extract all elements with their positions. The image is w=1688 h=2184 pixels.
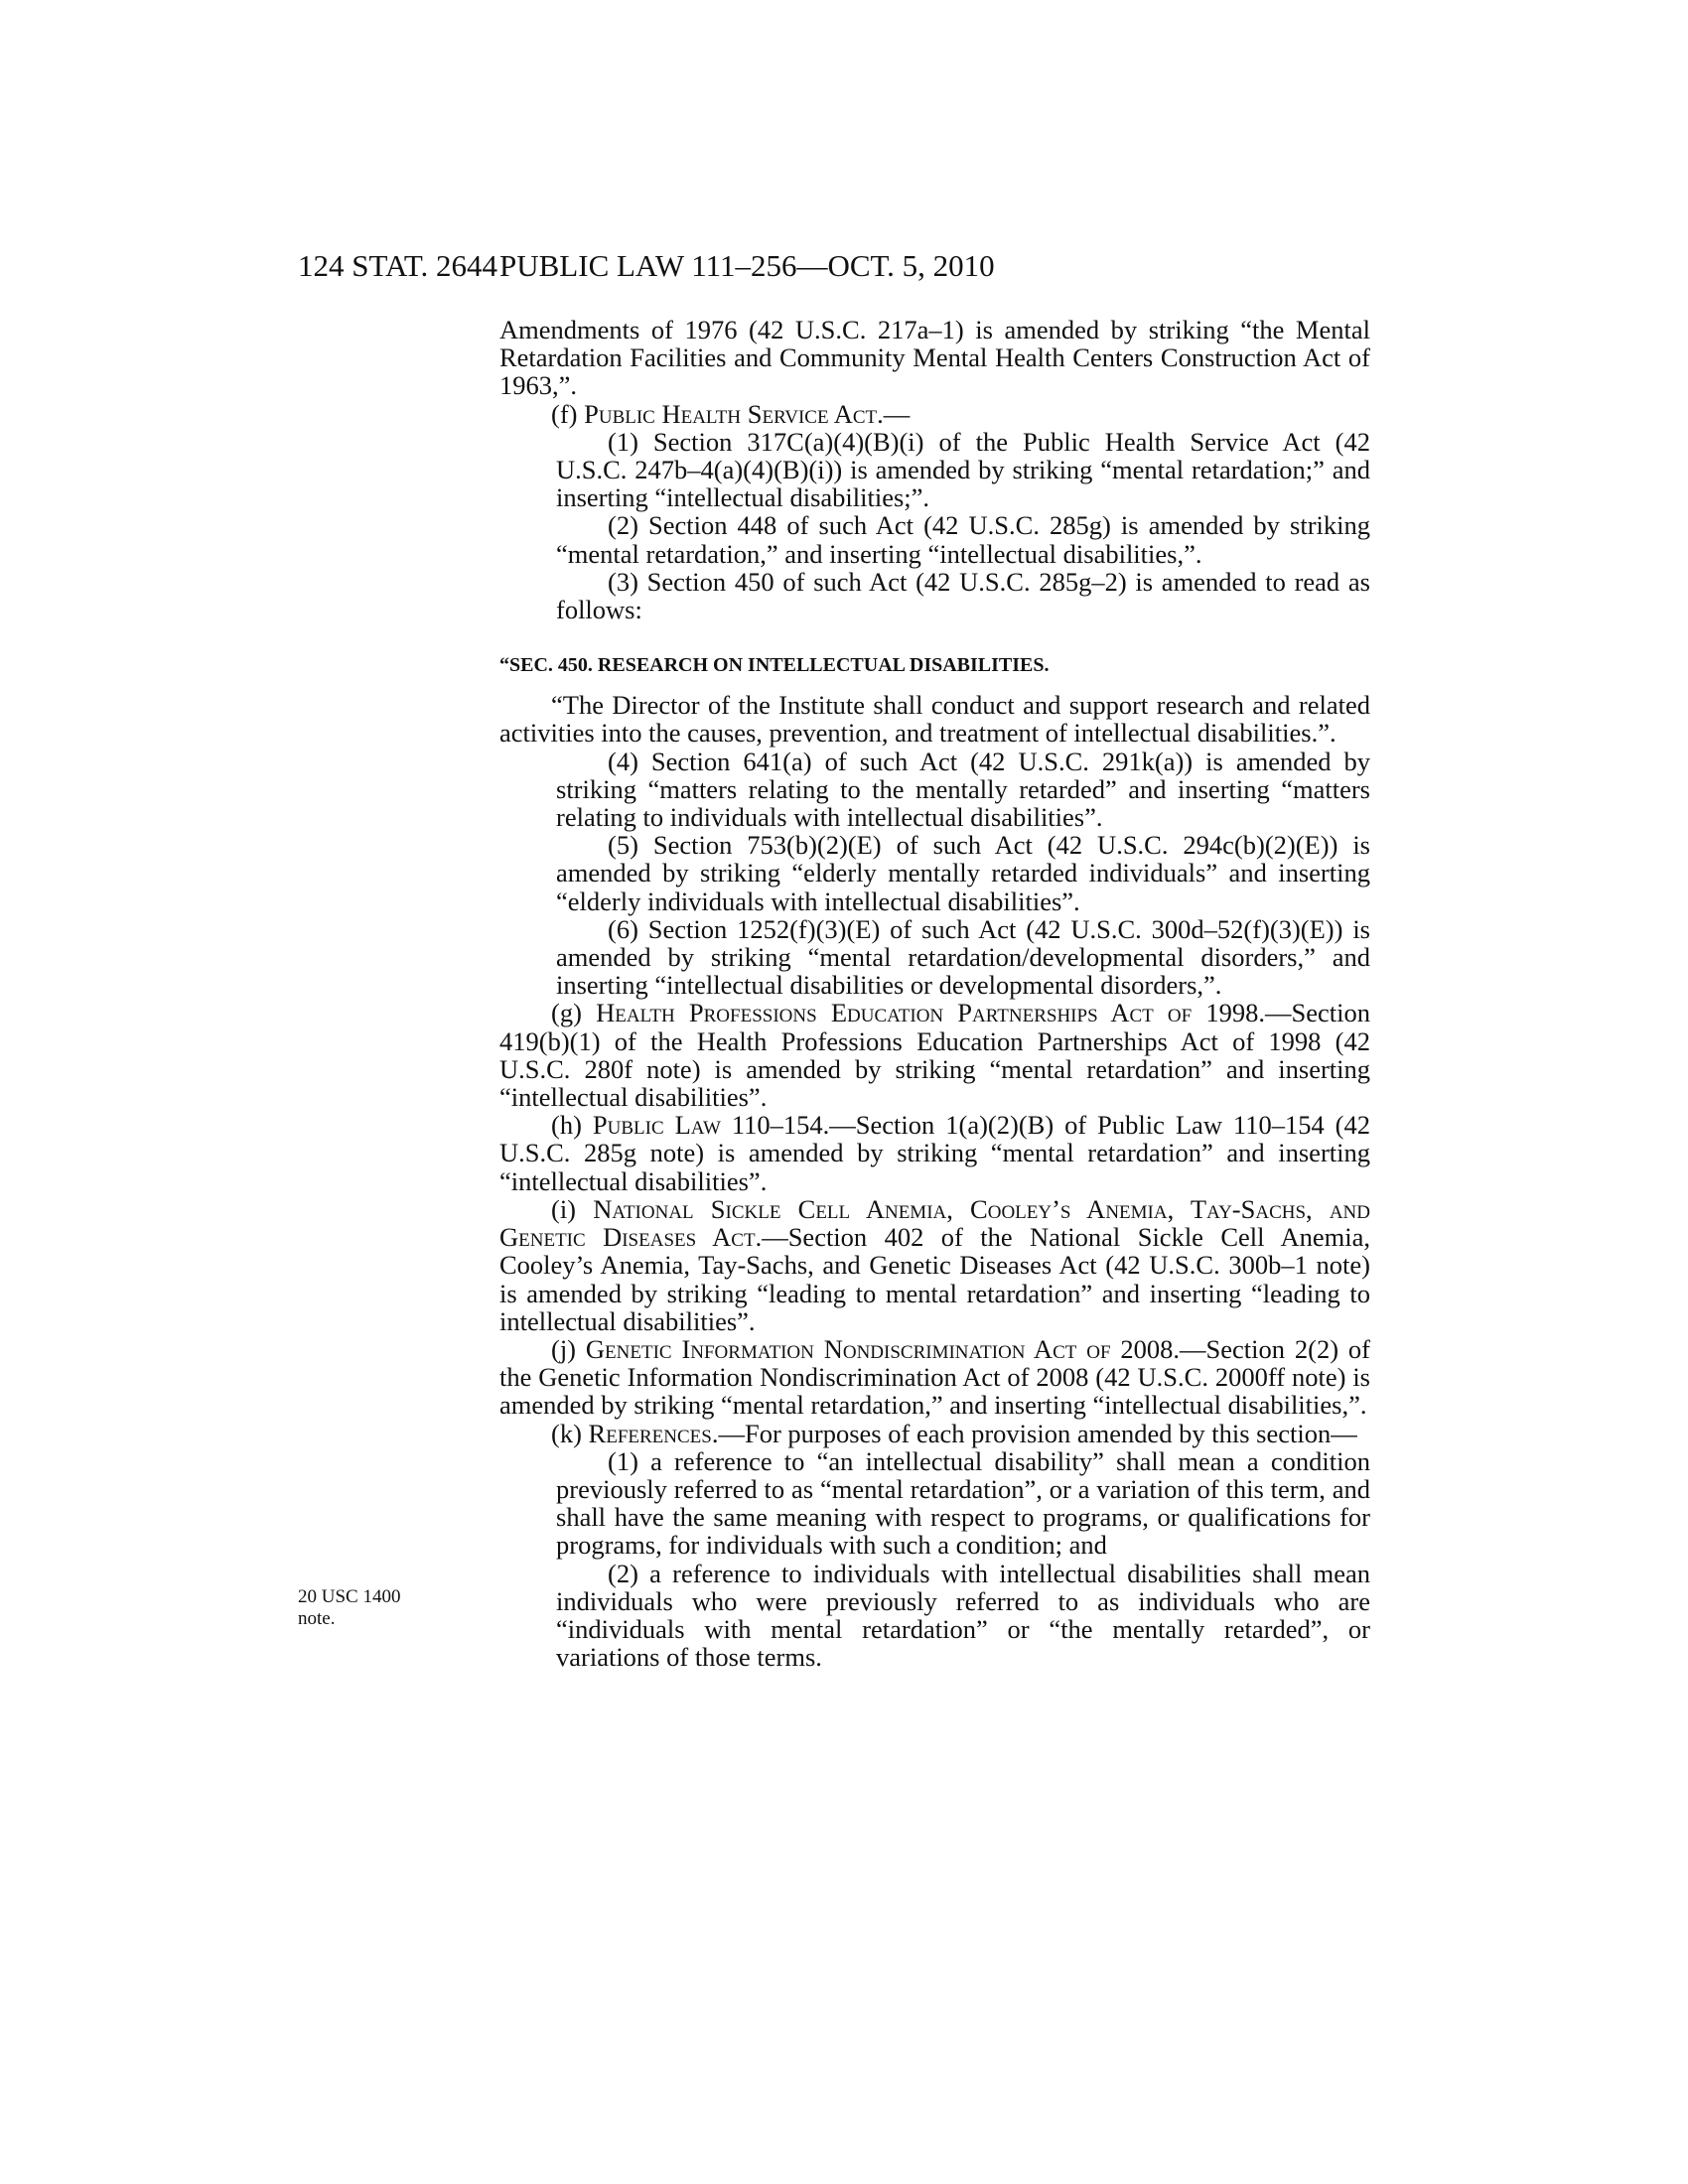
paragraph-f5: (5) Section 753(b)(2)(E) of such Act (42 U.S.C. 294c(b)(2)(E)) is amended by striking “elderly mentally retarded individuals” and inserting “elderly individuals with intellectual disabilities”. (556, 830, 1370, 916)
subsection-i-heading: National Sickle Cell Anemia, Cooley’s Anemia, Tay-Sachs, and Genetic Diseases Act (499, 1193, 1370, 1253)
subsection-i-text: .—Section 402 of the National Sickle Cell Anemia, Cooley’s Anemia, Tay-Sachs, and Genetic Diseases Act (42 U.S.C. 300b–1 note) is amended by striking “leading to mental retardation” and inserting “leading to intellectual disabilities”. (499, 1222, 1370, 1336)
subsection-h-text: .—Section 1(a)(2)(B) of Public Law 110–154 (42 U.S.C. 285g note) is amended by striking “mental retardation” and inserting “intellectual disabilities”. (499, 1110, 1371, 1196)
subsection-g-label: (g) (551, 998, 597, 1028)
section-450-text: “The Director of the Institute shall conduct and support research and related activities into the causes, prevention, and treatment of intellectual disabilities.”. (499, 690, 1370, 749)
subsection-j (499, 1335, 1370, 1420)
subsection-k (499, 1420, 1370, 1447)
subsection-j-text: .—Section 2(2) of the Genetic Information Nondiscrimination Act of 2008 (42 U.S.C. 2000ff note) is amended by striking “mental retardation,” and inserting “intellectual disabilities,”. (499, 1333, 1370, 1421)
subsection-i (499, 1195, 1370, 1335)
document-body (499, 316, 1370, 1671)
subsection-g-text: .—Section 419(b)(1) of the Health Professions Education Partnerships Act of 1998 (42 U.S.C. 280f note) is amended by striking “mental retardation” and inserting “intellectual disabilities”. (499, 998, 1371, 1113)
subsection-h-heading: Public Law 110–154 (592, 1110, 823, 1141)
subsection-j-label: (j) (551, 1333, 586, 1364)
paragraph-f3: (3) Section 450 of such Act (42 U.S.C. 285g–2) is amended to read as follows: (556, 566, 1370, 625)
subsection-k-text: .—For purposes of each provision amended by this section— (711, 1418, 1357, 1448)
paragraph-f1: (1) Section 317C(a)(4)(B)(i) of the Public Health Service Act (42 U.S.C. 247b–4(a)(4)(B)(i)) is amended by striking “mental retardation;” and inserting “intellectual disabilities;”. (556, 426, 1370, 513)
subsection-j-heading: Genetic Information Nondiscrimination Act of 2008 (585, 1333, 1174, 1364)
margin-note (298, 1586, 447, 1630)
paragraph-k1: (1) a reference to “an intellectual disability” shall mean a condition previously referred to as “mental retardation”, or a variation of this term, and shall have the same meaning with respect to programs, or qualifications for programs, for individuals with such a condition; and (556, 1445, 1370, 1561)
public-law-title: PUBLIC LAW 111–256—OCT. 5, 2010 (499, 248, 995, 283)
paragraph-f4: (4) Section 641(a) of such Act (42 U.S.C. 291k(a)) is amended by striking “matters relating to the mentally retarded” and inserting “matters relating to individuals with intellectual disabilities”. (556, 746, 1370, 833)
statute-citation: 124 STAT. 2644 (298, 248, 498, 283)
section-450-heading: “SEC. 450. RESEARCH ON INTELLECTUAL DISABILITIES. (499, 654, 1050, 677)
subsection-k-heading: References (588, 1418, 712, 1448)
margin-note-suffix: note. (298, 1608, 336, 1629)
subsection-g-heading: Health Professions Education Partnerships Act of 1998 (596, 998, 1259, 1028)
page-header (298, 246, 1370, 286)
subsection-f-heading: Public Health Service Act (584, 398, 878, 429)
paragraph-k2: (2) a reference to individuals with intellectual disabilities shall mean individuals who were previously referred to as individuals who are “individuals with mental retardation” or “the mentally retarded”, or variations of those terms. (556, 1558, 1370, 1673)
subsection-k-label: (k) (551, 1418, 589, 1448)
paragraph-f6: (6) Section 1252(f)(3)(E) of such Act (42 U.S.C. 300d–52(f)(3)(E)) is amended by striking “mental retardation/developmental disorders,” and inserting “intellectual disabilities or developmental disorders,”. (556, 913, 1370, 1001)
intro-paragraph: Amendments of 1976 (42 U.S.C. 217a–1) is amended by striking “the Mental Retardation Facilities and Community Mental Health Centers Construction Act of 1963,”. (499, 315, 1370, 401)
subsection-f (499, 400, 1370, 428)
subsection-h-label: (h) (551, 1110, 593, 1141)
subsection-g (499, 999, 1370, 1111)
subsection-i-label: (i) (551, 1193, 594, 1224)
subsection-h (499, 1111, 1370, 1195)
subsection-f-label: (f) (551, 398, 585, 429)
paragraph-f2: (2) Section 448 of such Act (42 U.S.C. 285g) is amended by striking “mental retardation,” and inserting “intellectual disabilities,”. (556, 510, 1370, 569)
margin-note-citation: 20 USC 1400 (298, 1586, 401, 1607)
subsection-f-tail: .— (877, 398, 911, 429)
